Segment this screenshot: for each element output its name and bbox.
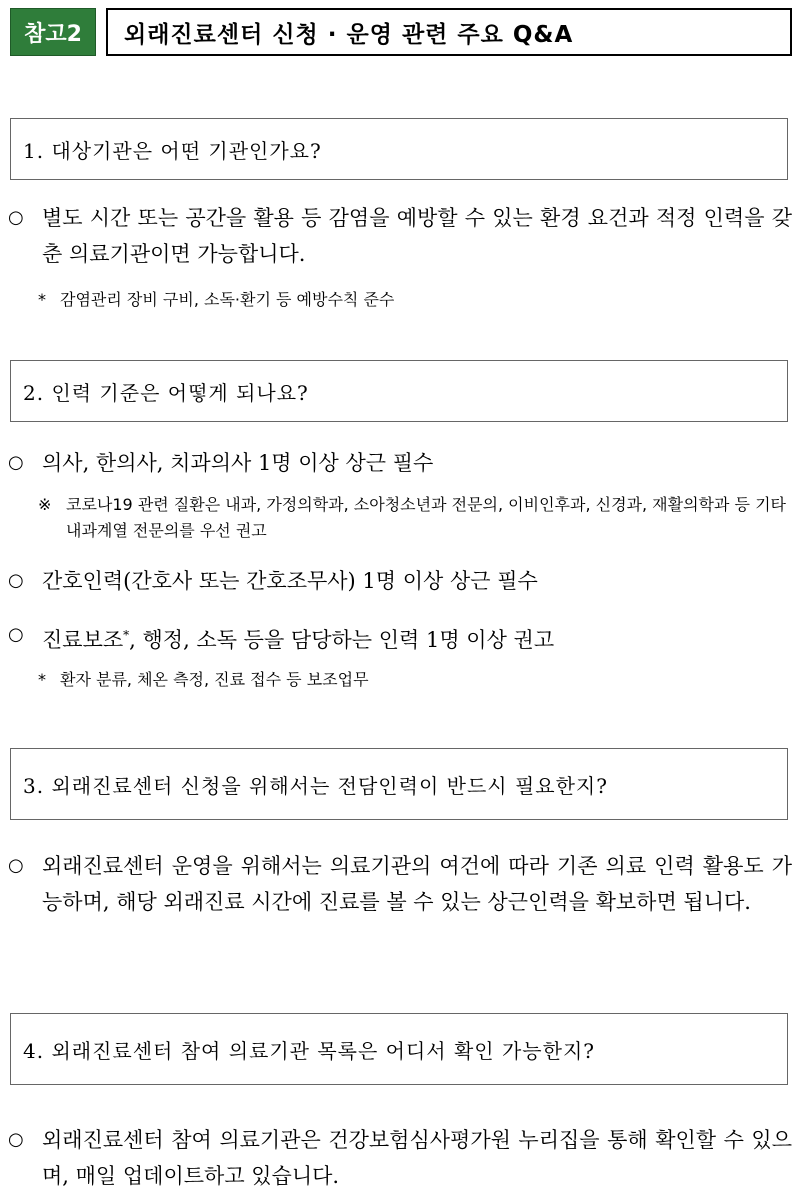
reference-tag: 참고2 — [10, 8, 96, 56]
question-3: 3. 외래진료센터 신청을 위해서는 전담인력이 반드시 필요한지? — [10, 748, 788, 820]
page-title: 외래진료센터 신청 · 운영 관련 주요 Q&A — [106, 8, 792, 56]
note-2 — [38, 667, 778, 693]
answer-text: 별도 시간 또는 공간을 활용 등 감염을 예방할 수 있는 환경 요건과 적정 인력을 갖춘 의료기관이면 가능합니다. — [42, 206, 792, 266]
footnote-marker: * — [123, 628, 130, 642]
answer-2-1 — [8, 445, 792, 481]
answer-1 — [8, 200, 792, 272]
answer-text-part: 진료보조 — [42, 628, 124, 652]
bullet-mark: ○ — [8, 1129, 24, 1150]
note-1 — [38, 287, 778, 313]
note-marker: * — [38, 290, 46, 309]
answer-4 — [8, 1122, 792, 1194]
answer-text: 간호인력(간호사 또는 간호조무사) 1명 이상 상근 필수 — [42, 569, 538, 593]
answer-text — [42, 617, 792, 658]
note-text: 감염관리 장비 구비, 소독·환기 등 예방수칙 준수 — [60, 290, 395, 309]
answer-3 — [8, 848, 792, 920]
bullet-mark: ○ — [8, 624, 24, 645]
note-text: 환자 분류, 체온 측정, 진료 접수 등 보조업무 — [60, 670, 369, 689]
bullet-mark: ○ — [8, 452, 24, 473]
note-2-ref — [38, 492, 790, 544]
note-marker: * — [38, 670, 46, 689]
answer-text: 외래진료센터 운영을 위해서는 의료기관의 여건에 따라 기존 의료 인력 활용도 가능하며, 해당 외래진료 시간에 진료를 볼 수 있는 상근인력을 확보하면 됩니다. — [42, 854, 792, 914]
page-header — [10, 8, 792, 56]
answer-text-part: , 행정, 소독 등을 담당하는 인력 1명 이상 권고 — [129, 628, 555, 652]
answer-text: 의사, 한의사, 치과의사 1명 이상 상근 필수 — [42, 451, 434, 475]
answer-2-3 — [8, 617, 792, 658]
bullet-mark: ○ — [8, 207, 24, 228]
answer-2-2 — [8, 563, 792, 599]
question-4: 4. 외래진료센터 참여 의료기관 목록은 어디서 확인 가능한지? — [10, 1013, 788, 1085]
answer-text: 외래진료센터 참여 의료기관은 건강보험심사평가원 누리집을 통해 확인할 수 있으며, 매일 업데이트하고 있습니다. — [42, 1128, 792, 1188]
note-text: 코로나19 관련 질환은 내과, 가정의학과, 소아청소년과 전문의, 이비인후과, 신경과, 재활의학과 등 기타 내과계열 전문의를 우선 권고 — [66, 495, 786, 540]
note-marker: ※ — [38, 495, 52, 514]
bullet-mark: ○ — [8, 570, 24, 591]
question-1: 1. 대상기관은 어떤 기관인가요? — [10, 118, 788, 180]
bullet-mark: ○ — [8, 855, 24, 876]
question-2: 2. 인력 기준은 어떻게 되나요? — [10, 360, 788, 422]
